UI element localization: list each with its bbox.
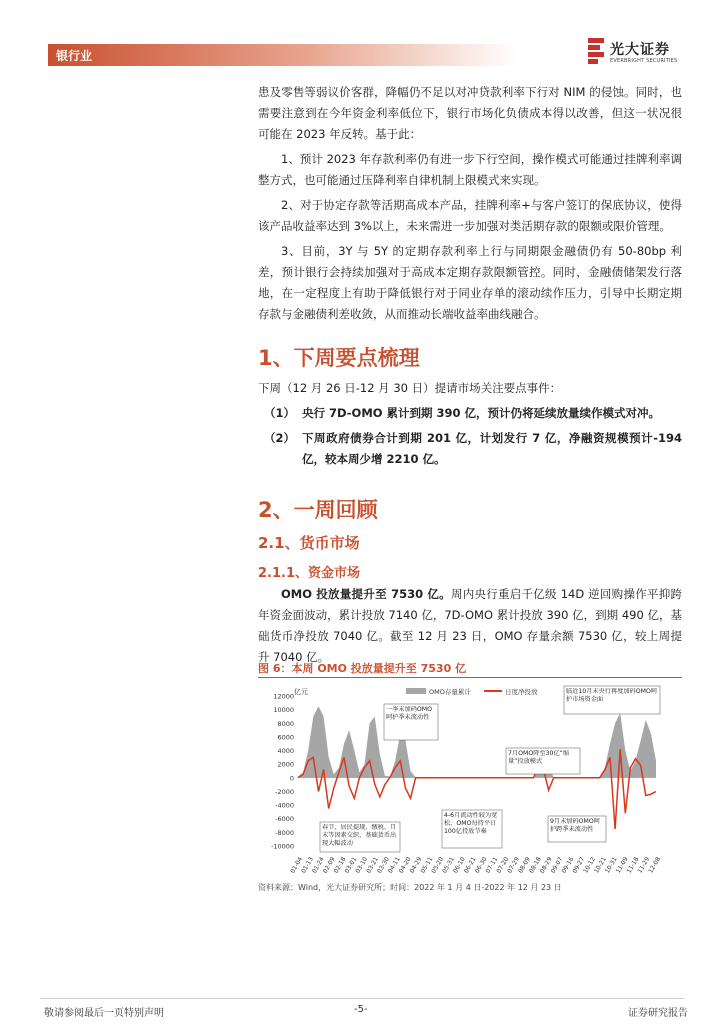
section-1-body bbox=[258, 378, 682, 470]
figure-title: 图 6：本周 OMO 投放量提升至 7530 亿 bbox=[258, 662, 467, 675]
annotation-text: 一季末加码OMO呵护季末流动性 bbox=[386, 706, 433, 721]
section-1-title: 1、下周要点梳理 bbox=[258, 346, 420, 370]
x-tick-label: 10-21 bbox=[593, 855, 608, 875]
legend-label-line: 日度净投放 bbox=[505, 688, 538, 696]
list-item bbox=[258, 403, 682, 424]
chart-annotation bbox=[442, 810, 502, 848]
section-1-lead: 下周（12 月 26 日-12 月 30 日）提请市场关注要点事件： bbox=[258, 381, 562, 395]
footer-rule bbox=[40, 998, 684, 999]
footer-report-type: 证券研究报告 bbox=[628, 1008, 688, 1019]
x-tick-label: 06-30 bbox=[473, 855, 489, 875]
x-tick-label: 07-29 bbox=[506, 855, 522, 875]
y-tick-label: 12000 bbox=[273, 692, 294, 701]
y-axis-unit-label: 亿元 bbox=[294, 688, 308, 696]
omo-chart bbox=[258, 680, 682, 880]
annotation-text: 9月末加码OMO呵护跨季末流动性 bbox=[550, 818, 600, 833]
x-tick-label: 01-24 bbox=[311, 855, 326, 875]
x-tick-layer bbox=[289, 856, 662, 875]
intro-point-3: 3、目前，3Y 与 5Y 的定期存款利率上行与同期限金融债仍有 50-80bp 利差，预计银行会持续加强对于高成本定期存款限额管控。同时，金融债储架发行落地，在一定程度上有助于降低银行对于同业存单的滚动续作压力，引导中长期定期存款与金融债利差收敛，从而推动长端收益率曲线融合。 bbox=[258, 244, 682, 321]
x-tick-label: 07-20 bbox=[495, 855, 511, 875]
section-2-1-1-title: 2.1.1、资金市场 bbox=[258, 566, 361, 581]
y-tick-label: 8000 bbox=[277, 719, 294, 728]
x-tick-label: 10-31 bbox=[603, 855, 619, 875]
x-tick-label: 02-18 bbox=[332, 855, 348, 875]
omo-lead-text: 周内央行重启千亿级 14D 逆回购操作平抑跨年资金面波动，累计投放 7140 亿，7D-OMO 累计投放 390 亿，到期 490 亿，基础货币净投放 7040 亿。截至 12 月 23 日，OMO 存量余额 7530 亿，较上周提升 7040 亿。 bbox=[258, 587, 682, 664]
page-number: -5- bbox=[354, 1004, 368, 1015]
x-tick-label: 04-11 bbox=[386, 855, 402, 875]
logo-mark-icon bbox=[588, 38, 604, 64]
x-tick-label: 05-31 bbox=[441, 855, 456, 875]
y-tick-label: 4000 bbox=[277, 747, 294, 756]
x-tick-label: 11-18 bbox=[625, 855, 641, 875]
x-tick-label: 09-27 bbox=[571, 855, 587, 875]
footer-disclaimer: 敬请参阅最后一页特别声明 bbox=[44, 1008, 164, 1019]
x-tick-label: 05-11 bbox=[419, 855, 435, 875]
figure-source: 资料来源：Wind，光大证券研究所；时间：2022 年 1 月 4 日-2022 年 12 月 23 日 bbox=[258, 883, 562, 892]
omo-paragraph bbox=[258, 584, 682, 668]
sector-banner bbox=[48, 44, 518, 66]
x-tick-label: 10-12 bbox=[582, 855, 598, 875]
legend-label-area: OMO存量累计 bbox=[429, 688, 471, 696]
x-tick-label: 02-09 bbox=[321, 855, 337, 875]
logo-en-text: EVERBRIGHT SECURITIES bbox=[610, 58, 678, 64]
x-tick-label: 06-21 bbox=[462, 855, 478, 875]
y-tick-label: -2000 bbox=[275, 787, 294, 796]
omo-balance-area bbox=[298, 706, 656, 778]
x-tick-label: 09-16 bbox=[560, 855, 576, 875]
y-tick-label: 10000 bbox=[273, 706, 294, 715]
x-tick-label: 06-10 bbox=[452, 855, 467, 875]
y-tick-label: -6000 bbox=[275, 815, 294, 824]
annotation-text: 临近10月末央行再度加码OMO呵护市场资金面 bbox=[566, 688, 658, 703]
section-2-title: 2、一周回顾 bbox=[258, 498, 378, 522]
chart-legend bbox=[406, 687, 538, 696]
x-tick-label: 08-29 bbox=[538, 855, 554, 875]
annotation-text: 4-6月流动性较为宽松，OMO每持平日100亿投放节奏 bbox=[444, 812, 498, 835]
list-item bbox=[258, 428, 682, 470]
y-tick-label: 2000 bbox=[277, 760, 294, 769]
chart-annotation bbox=[384, 704, 438, 740]
x-tick-label: 11-29 bbox=[636, 855, 652, 875]
omo-lead-bold: OMO 投放量提升至 7530 亿。 bbox=[281, 587, 451, 601]
section-2-1-title: 2.1、货币市场 bbox=[258, 534, 360, 552]
y-tick-label: -10000 bbox=[270, 842, 294, 851]
section-2-body bbox=[258, 584, 682, 668]
chart-annotation bbox=[506, 748, 580, 774]
chart-annotation bbox=[564, 686, 660, 714]
x-tick-label: 03-10 bbox=[354, 855, 370, 875]
x-tick-label: 01-13 bbox=[300, 855, 315, 875]
annotation-text: 春节、居民提现、缴税、月末等因素交织，基础货币出现大幅波动 bbox=[322, 824, 397, 847]
chart-annotation bbox=[548, 816, 606, 842]
intro-paragraph: 患及零售等弱议价客群，降幅仍不足以对冲贷款利率下行对 NIM 的侵蚀。同时，也需要注意到在今年资金利率低位下，银行市场化负债成本得以改善，但这一状况很可能在 2023 年反转。基于此： bbox=[258, 85, 682, 141]
x-tick-label: 04-20 bbox=[397, 855, 413, 875]
x-tick-label: 03-01 bbox=[343, 855, 359, 875]
y-tick-label: 6000 bbox=[277, 733, 294, 742]
x-tick-label: 08-18 bbox=[527, 855, 543, 875]
y-tick-label: -4000 bbox=[275, 801, 294, 810]
legend-swatch-area bbox=[406, 688, 426, 694]
intro-point-2: 2、对于协定存款等活期高成本产品，挂牌利率+与客户签订的保底协议，使得该产品收益率达到 3%以上，未来需进一步加强对类活期存款的限额或限价管理。 bbox=[258, 198, 682, 233]
x-tick-label: 05-20 bbox=[430, 855, 446, 875]
x-tick-label: 08-09 bbox=[517, 855, 532, 875]
intro-point-1: 1、预计 2023 年存款利率仍有进一步下行空间，操作模式可能通过挂牌利率调整方式，也可能通过压降利率自律机制上限模式来实现。 bbox=[258, 152, 682, 187]
x-tick-label: 09-07 bbox=[549, 855, 565, 875]
x-tick-label: 11-09 bbox=[614, 855, 630, 875]
y-tick-label: -8000 bbox=[275, 828, 294, 837]
x-tick-label: 03-30 bbox=[376, 855, 391, 875]
page-header bbox=[0, 30, 724, 70]
list-item-text: 央行 7D-OMO 累计到期 390 亿，预计仍将延续放量续作模式对冲。 bbox=[302, 406, 661, 420]
chart-annotation bbox=[320, 822, 400, 852]
logo-cn-text: 光大证券 bbox=[610, 42, 670, 58]
x-tick-label: 12-08 bbox=[647, 855, 663, 875]
figure-title-rule bbox=[258, 677, 682, 678]
sector-label: 银行业 bbox=[56, 49, 93, 63]
annotation-text: 7月OMO降至30亿“缩量”投放模式 bbox=[508, 750, 570, 765]
intro-text bbox=[258, 82, 682, 325]
x-tick-label: 03-21 bbox=[365, 855, 381, 875]
y-tick-label: 0 bbox=[289, 774, 294, 783]
list-item-number: （2） bbox=[264, 431, 296, 445]
x-tick-label: 04-29 bbox=[408, 855, 424, 875]
list-item-text: 下周政府债券合计到期 201 亿，计划发行 7 亿，净融资规模预计-194 亿，较本周少增 2210 亿。 bbox=[302, 431, 682, 466]
brand-logo bbox=[588, 38, 688, 68]
list-item-number: （1） bbox=[264, 406, 296, 420]
area-series-layer bbox=[298, 706, 656, 778]
x-tick-label: 07-11 bbox=[484, 855, 500, 875]
x-tick-label: 01-04 bbox=[289, 855, 305, 875]
